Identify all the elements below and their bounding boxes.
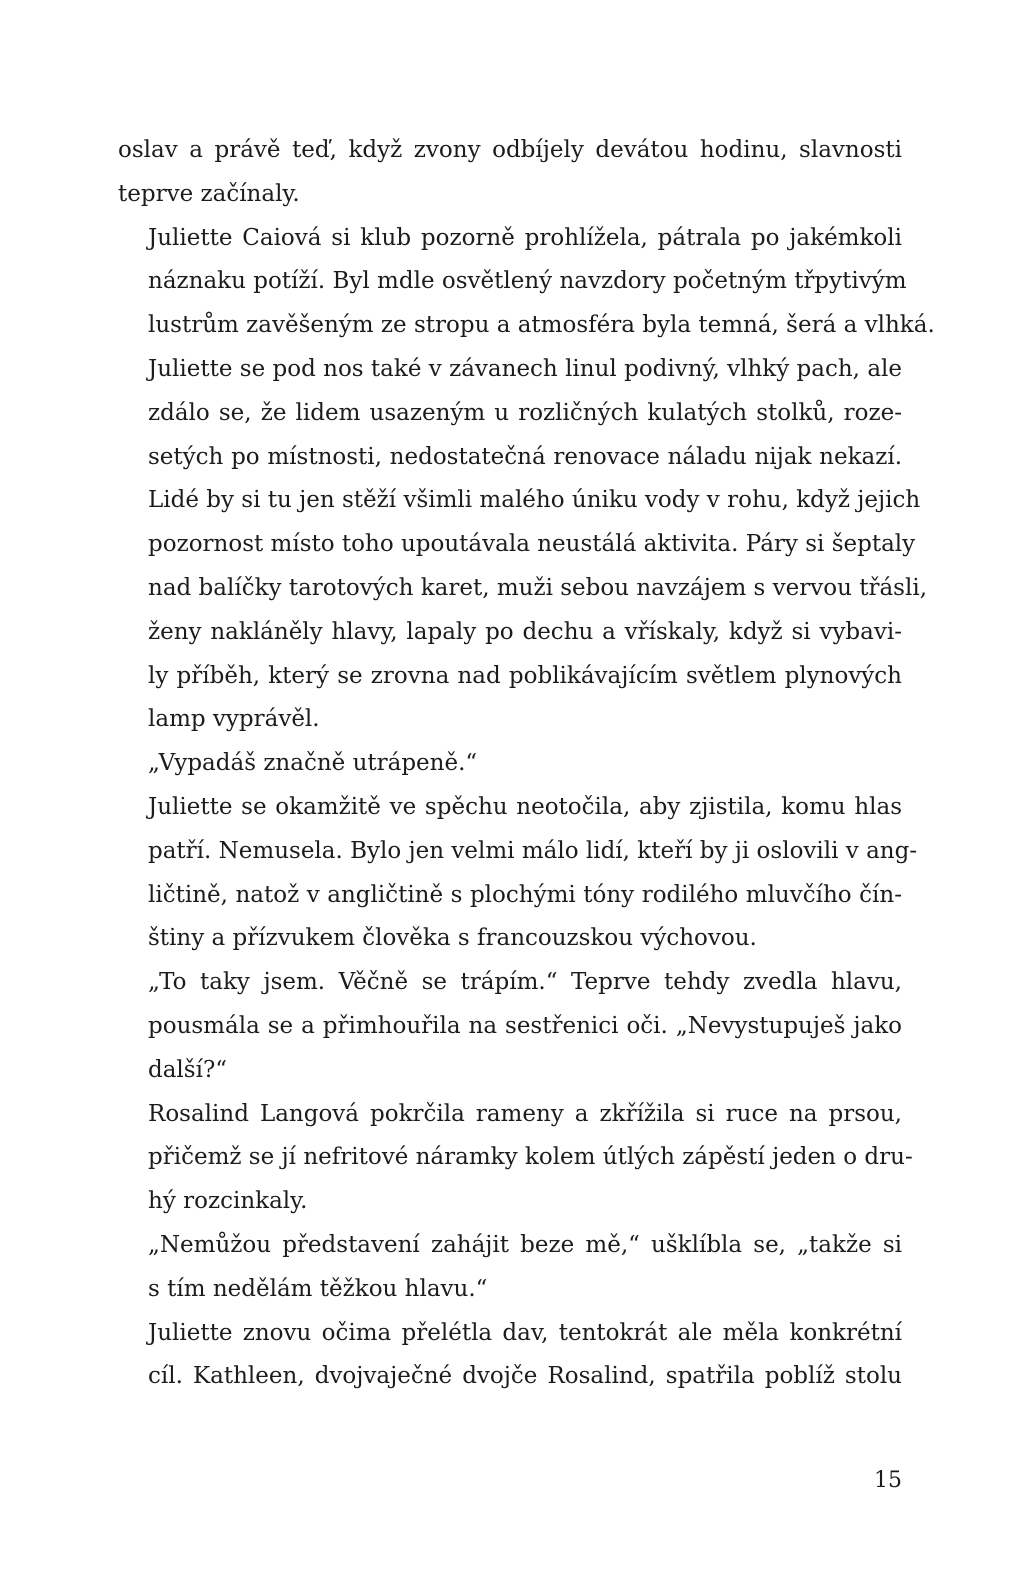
text-line: ly příběh, který se zrovna nad poblikávajícím světlem plynových	[148, 662, 902, 689]
text-line: přičemž se jí nefritové náramky kolem útlých zápěstí jeden o dru-	[148, 1144, 913, 1171]
text-line: lustrům zavěšeným ze stropu a atmosféra byla temná, šerá a vlhká.	[148, 312, 935, 339]
text-line: ličtině, natož v angličtině s plochými tóny rodilého mluvčího čín-	[148, 881, 902, 908]
text-line: Lidé by si tu jen stěží všimli malého úniku vody v rohu, když jejich	[148, 487, 921, 514]
text-line: Rosalind Langová pokrčila rameny a zkřížila si ruce na prsou,	[148, 1100, 902, 1127]
paragraph	[118, 961, 902, 1092]
paragraph	[118, 1093, 913, 1224]
text-line: cíl. Kathleen, dvojvaječné dvojče Rosalind, spatřila poblíž stolu	[148, 1363, 902, 1390]
text-line: Juliette Caiová si klub pozorně prohlížela, pátrala po jakémkoli	[148, 224, 902, 251]
text-line: patří. Nemusela. Bylo jen velmi málo lidí, kteří by ji oslovili v ang-	[148, 837, 918, 864]
text-line: „Vypadáš značně utrápeně.“	[148, 750, 478, 777]
text-line: hý rozcinkaly.	[148, 1188, 308, 1215]
paragraph	[118, 129, 902, 217]
body-text	[118, 129, 935, 1399]
text-line: nad balíčky tarotových karet, muži sebou navzájem s vervou třásli,	[148, 574, 928, 601]
text-line: zdálo se, že lidem usazeným u rozličných kulatých stolků, roze-	[148, 399, 902, 426]
page-number: 15	[874, 1468, 902, 1493]
text-line: Juliette znovu očima přelétla dav, tentokrát ale měla konkrétní	[148, 1319, 902, 1346]
text-line: náznaku potíží. Byl mdle osvětlený navzdory početným třpytivým	[148, 268, 907, 295]
text-line: další?“	[148, 1056, 228, 1083]
text-line: lamp vyprávěl.	[148, 706, 320, 733]
text-line: setých po místnosti, nedostatečná renovace náladu nijak nekazí.	[148, 443, 902, 470]
paragraph	[118, 217, 935, 743]
text-line: „Nemůžou představení zahájit beze mě,“ ušklíbla se, „takže si	[148, 1231, 902, 1258]
text-line: pousmála se a přimhouřila na sestřenici oči. „Nevystupuješ jako	[148, 1012, 902, 1039]
text-line: ženy nakláněly hlavy, lapaly po dechu a vřískaly, když si vybavi-	[148, 618, 902, 645]
text-line: s tím nedělám těžkou hlavu.“	[148, 1275, 488, 1302]
text-line: štiny a přízvukem člověka s francouzskou výchovou.	[148, 925, 757, 952]
paragraph	[118, 786, 918, 961]
text-line: pozornost místo toho upoutávala neustálá aktivita. Páry si šeptaly	[148, 531, 916, 558]
text-line: Juliette se okamžitě ve spěchu neotočila, aby zjistila, komu hlas	[148, 793, 902, 820]
text-line: Juliette se pod nos také v závanech linul podivný, vlhký pach, ale	[148, 355, 902, 382]
text-line: oslav a právě teď, když zvony odbíjely devátou hodinu, slavnosti	[118, 137, 902, 163]
paragraph	[118, 1224, 902, 1312]
paragraph	[118, 1312, 902, 1400]
paragraph	[118, 742, 902, 786]
text-line: „To taky jsem. Věčně se trápím.“ Teprve tehdy zvedla hlavu,	[148, 969, 902, 996]
text-line: teprve začínaly.	[118, 180, 300, 207]
